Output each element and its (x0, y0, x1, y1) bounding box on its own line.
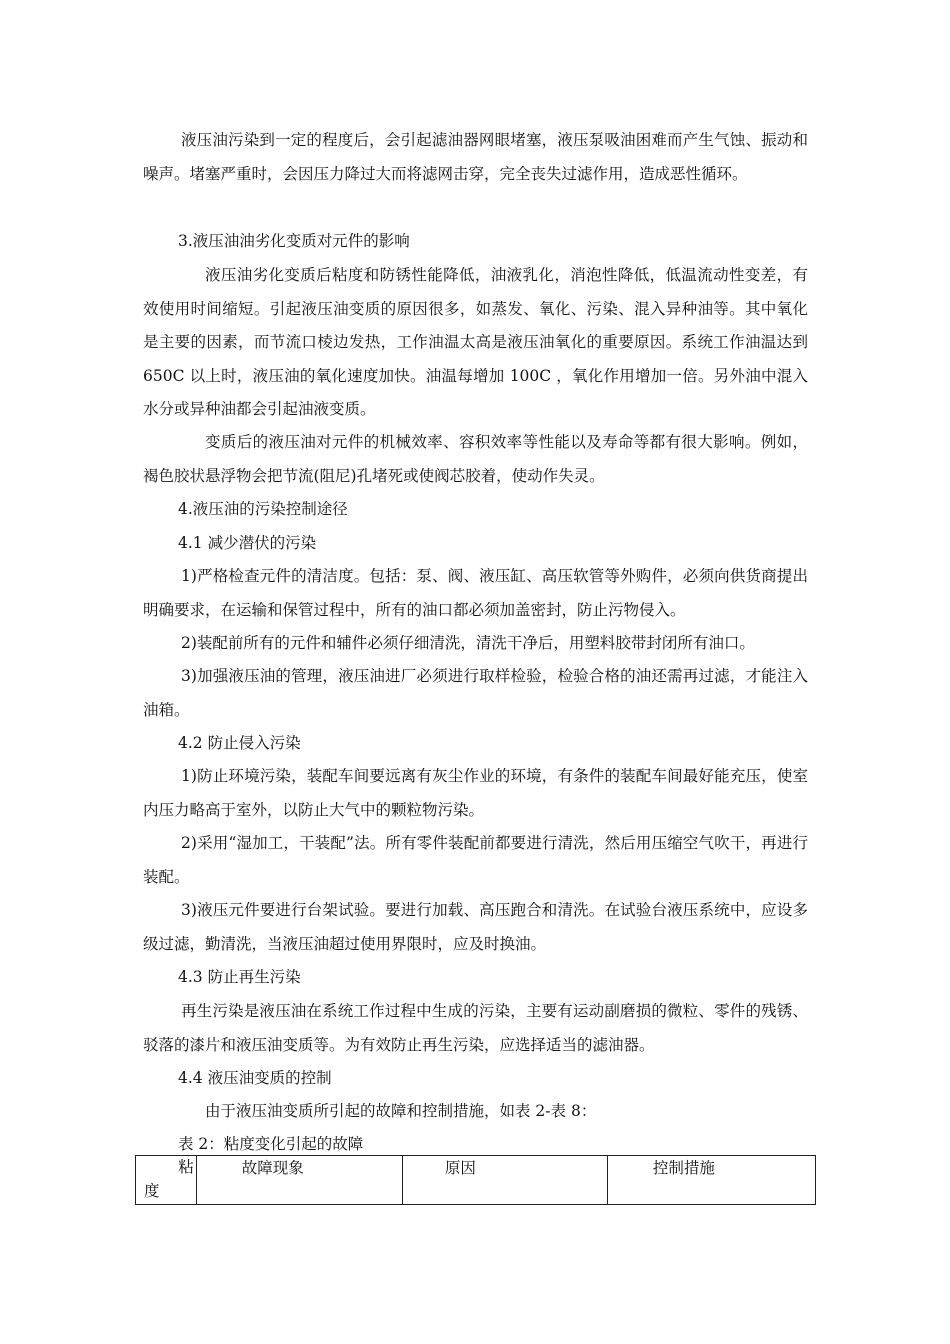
table-header-viscosity-top: 粘 (178, 1158, 194, 1176)
paragraph-4-3: 再生污染是液压油在系统工作过程中生成的污染，主要有运动副磨损的微粒、零件的残锈、驳落的漆片和液压油变质等。为有效防止再生污染，应选择适当的滤油器。 (143, 1002, 808, 1054)
heading-4-4: 4.4 液压油变质的控制 (178, 1069, 332, 1087)
paragraph-degradation: 液压油劣化变质后粘度和防锈性能降低，油液乳化，消泡性降低，低温流动性变差，有效使用时间缩短。引起液压油变质的原因很多，如蒸发、氧化、污染、混入异种油等。其中氧化是主要的因素，而节流口棱边发热，工作油温太高是液压油氧化的重要原因。系统工作油温达到 650C 以上时，液压油的氧化速度加快。油温每增加 100C ，氧化作用增加一倍。另外油中混入水分或异种油都会引起油液变质。 (143, 266, 808, 418)
viscosity-fault-table (135, 1155, 816, 1205)
paragraph-4-1-item-1: 1)严格检查元件的清洁度。包括：泵、阀、液压缸、高压软管等外购件，必须向供货商提出明确要求，在运输和保管过程中，所有的油口都必须加盖密封，防止污物侵入。 (143, 567, 808, 619)
paragraph-4-4: 由于液压油变质所引起的故障和控制措施，如表 2-表 8： (205, 1102, 597, 1120)
paragraph-4-2-item-1: 1)防止环境污染，装配车间要远离有灰尘作业的环境，有条件的装配车间最好能充压，使室内压力略高于室外，以防止大气中的颗粒物污染。 (143, 767, 808, 819)
table-header-control (607, 1156, 815, 1205)
paragraph-4-1-item-2: 2)装配前所有的元件和辅件必须仔细清洗，清洗干净后，用塑料胶带封闭所有油口。 (181, 634, 755, 652)
heading-3: 3.液压油油劣化变质对元件的影响 (178, 232, 410, 250)
paragraph-4-2-item-3: 3)液压元件要进行台架试验。要进行加载、高压跑合和清洗。在试验台液压系统中，应设多级过滤，勤清洗，当液压油超过使用界限时，应及时换油。 (143, 901, 808, 953)
table-header-control-text: 控制措施 (652, 1159, 715, 1177)
table-header-symptom (196, 1156, 402, 1205)
table-caption: 表 2：粘度变化引起的故障 (178, 1135, 364, 1153)
table-header-row (136, 1156, 816, 1205)
table-header-symptom-text: 故障现象 (241, 1159, 304, 1177)
heading-4: 4.液压油的污染控制途径 (178, 500, 348, 518)
table-header-cause-text: 原因 (444, 1159, 476, 1177)
table-header-viscosity (136, 1156, 197, 1205)
paragraph-degraded-oil-impact: 变质后的液压油对元件的机械效率、容积效率等性能以及寿命等都有很大影响。例如，褐色胶状悬浮物会把节流(阻尼)孔堵死或使阀芯胶着，使动作失灵。 (143, 433, 808, 485)
heading-4-2: 4.2 防止侵入污染 (178, 734, 301, 752)
table-header-viscosity-bottom: 度 (144, 1182, 160, 1200)
table-header-cause (402, 1156, 607, 1205)
heading-4-1: 4.1 减少潜伏的污染 (178, 534, 317, 552)
heading-4-3: 4.3 防止再生污染 (178, 968, 301, 986)
paragraph-4-2-item-2: 2)采用“湿加工，干装配”法。所有零件装配前都要进行清洗，然后用压缩空气吹干，再进行装配。 (143, 834, 808, 886)
paragraph-contamination-effects: 液压油污染到一定的程度后，会引起滤油器网眼堵塞，液压泵吸油困难而产生气蚀、振动和噪声。堵塞严重时，会因压力降过大而将滤网击穿，完全丧失过滤作用，造成恶性循环。 (143, 131, 808, 183)
paragraph-4-1-item-3: 3)加强液压油的管理，液压油进厂必须进行取样检验，检验合格的油还需再过滤，才能注入油箱。 (143, 667, 808, 719)
